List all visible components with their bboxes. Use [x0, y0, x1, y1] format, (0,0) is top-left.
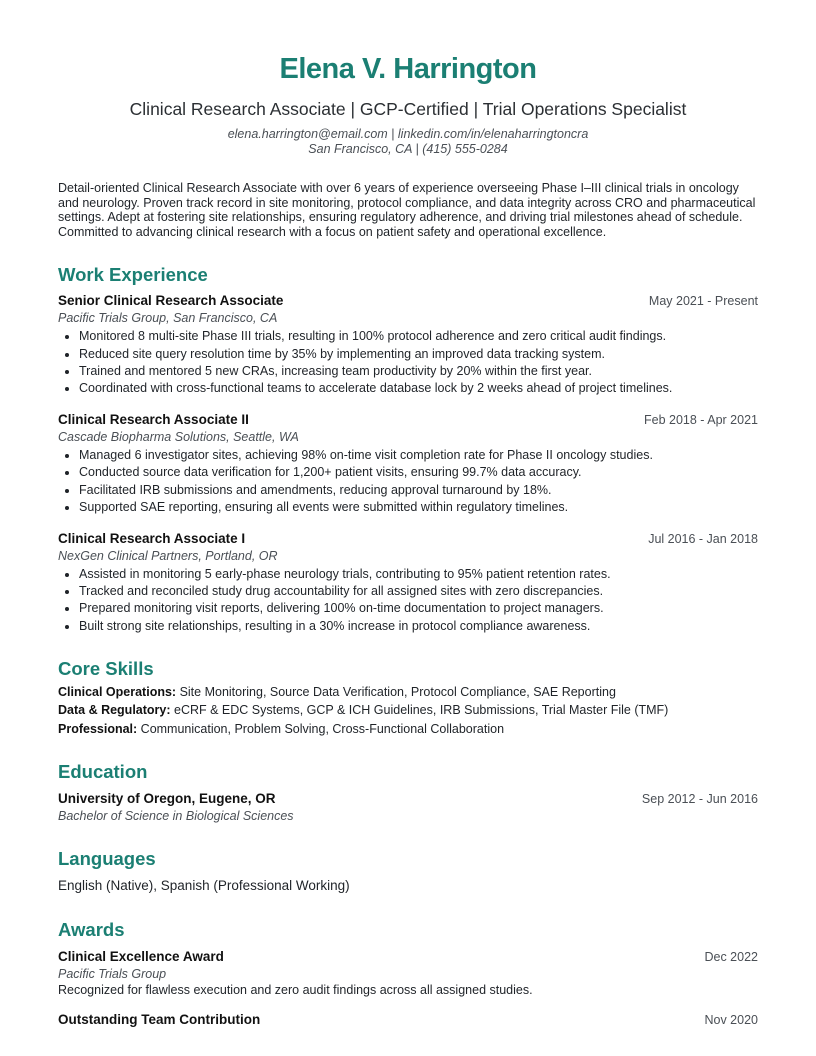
skill-line [58, 701, 758, 720]
job-dates: May 2021 - Present [648, 294, 758, 309]
job-entry [58, 411, 758, 516]
skill-category: Clinical Operations: [58, 684, 177, 699]
award-title: Clinical Excellence Award [58, 949, 224, 965]
section-title-education: Education [58, 761, 148, 783]
job-dates: Jul 2016 - Jan 2018 [648, 532, 758, 546]
job-entry [58, 292, 758, 397]
job-title: Clinical Research Associate I [58, 531, 246, 546]
job-bullet: • Facilitated IRB submissions and amendments, reducing approval turnaround by 18%. [79, 482, 758, 499]
skill-values: eCRF & EDC Systems, GCP & ICH Guidelines, IRB Submissions, Trial Master File (TMF) [170, 703, 669, 718]
job-bullets [58, 566, 758, 635]
section-title-work-experience: Work Experience [58, 264, 208, 286]
professional-summary: Detail-oriented Clinical Research Associate with over 6 years of experience overseeing Phase I–III clinical trials in oncology and neurology. Proven track record in site monitoring, protocol compliance, and data integrity across CRO and pharmaceutical settings. Adept at fostering site relationships, ensuring regulatory adherence, and driving trial milestones ahead of schedule. Committed to advancing clinical research with a focus on patient safety and operational excellence. [58, 181, 756, 239]
skill-category: Professional: [58, 721, 138, 736]
contact-line-location-phone: San Francisco, CA | (415) 555-0284 [308, 142, 508, 156]
award-entry [58, 948, 758, 998]
award-date: Dec 2022 [704, 950, 758, 965]
job-organization: NexGen Clinical Partners, Portland, OR [58, 549, 278, 563]
job-organization: Cascade Biopharma Solutions, Seattle, WA [58, 430, 299, 445]
job-bullets [58, 328, 758, 397]
section-title-core-skills: Core Skills [58, 657, 154, 679]
job-bullet: • Prepared monitoring visit reports, delivering 100% on-time documentation to project managers. [79, 600, 758, 617]
contact-line-email-linkedin: elena.harrington@email.com | linkedin.com/in/elenaharringtoncra [227, 127, 589, 141]
headline: Clinical Research Associate | GCP-Certified | Trial Operations Specialist [129, 99, 687, 119]
work-experience-section [58, 263, 758, 634]
award-date: Nov 2020 [704, 1013, 758, 1028]
job-bullet: • Trained and mentored 5 new CRAs, increasing team productivity by 20% within the first year. [79, 363, 758, 380]
job-bullet: • Tracked and reconciled study drug accountability for all assigned sites with zero discrepancies. [79, 583, 758, 600]
job-entry [58, 530, 758, 635]
skill-line [58, 683, 758, 702]
skill-category: Data & Regulatory: [58, 703, 171, 718]
awards-section [58, 918, 758, 1029]
job-bullet: • Managed 6 investigator sites, achieving 98% on-time visit completion rate for Phase II oncology studies. [79, 447, 758, 464]
job-bullets [58, 447, 758, 516]
award-entry [58, 1011, 758, 1029]
languages-text: English (Native), Spanish (Professional Working) [58, 878, 350, 894]
job-bullet: • Assisted in monitoring 5 early-phase neurology trials, contributing to 95% patient retention rates. [79, 566, 758, 583]
school-name: University of Oregon, Eugene, OR [58, 791, 276, 807]
skill-values: Communication, Problem Solving, Cross-Functional Collaboration [137, 721, 505, 736]
job-bullet: • Coordinated with cross-functional teams to accelerate database lock by 2 weeks ahead of project timelines. [79, 380, 758, 397]
job-dates: Feb 2018 - Apr 2021 [644, 413, 758, 428]
award-title: Outstanding Team Contribution [58, 1012, 261, 1028]
job-organization: Pacific Trials Group, San Francisco, CA [58, 311, 278, 326]
skill-values: Site Monitoring, Source Data Verification, Protocol Compliance, SAE Reporting [176, 684, 616, 699]
job-bullet: • Monitored 8 multi-site Phase III trials, resulting in 100% protocol adherence and zero critical audit findings. [79, 328, 758, 345]
job-bullet: • Conducted source data verification for 1,200+ patient visits, ensuring 99.7% data accuracy. [79, 464, 758, 481]
award-description: Recognized for flawless execution and zero audit findings across all assigned studies. [58, 983, 533, 998]
degree: Bachelor of Science in Biological Sciences [58, 809, 294, 824]
languages-section [58, 847, 758, 895]
job-title: Senior Clinical Research Associate [58, 293, 284, 309]
award-organization: Pacific Trials Group [58, 967, 167, 982]
candidate-name: Elena V. Harrington [279, 53, 537, 85]
education-section [58, 760, 758, 825]
education-dates: Sep 2012 - Jun 2016 [641, 792, 758, 807]
job-title: Clinical Research Associate II [58, 412, 249, 428]
section-title-awards: Awards [58, 919, 125, 941]
section-title-languages: Languages [58, 848, 156, 870]
job-bullet: • Built strong site relationships, resulting in a 30% increase in protocol compliance awareness. [79, 618, 758, 635]
job-bullet: • Supported SAE reporting, ensuring all events were submitted within regulatory timelines. [79, 499, 758, 516]
skill-line [58, 720, 758, 739]
core-skills-section [58, 657, 758, 739]
job-bullet: • Reduced site query resolution time by 35% by implementing an improved data tracking system. [79, 346, 758, 363]
